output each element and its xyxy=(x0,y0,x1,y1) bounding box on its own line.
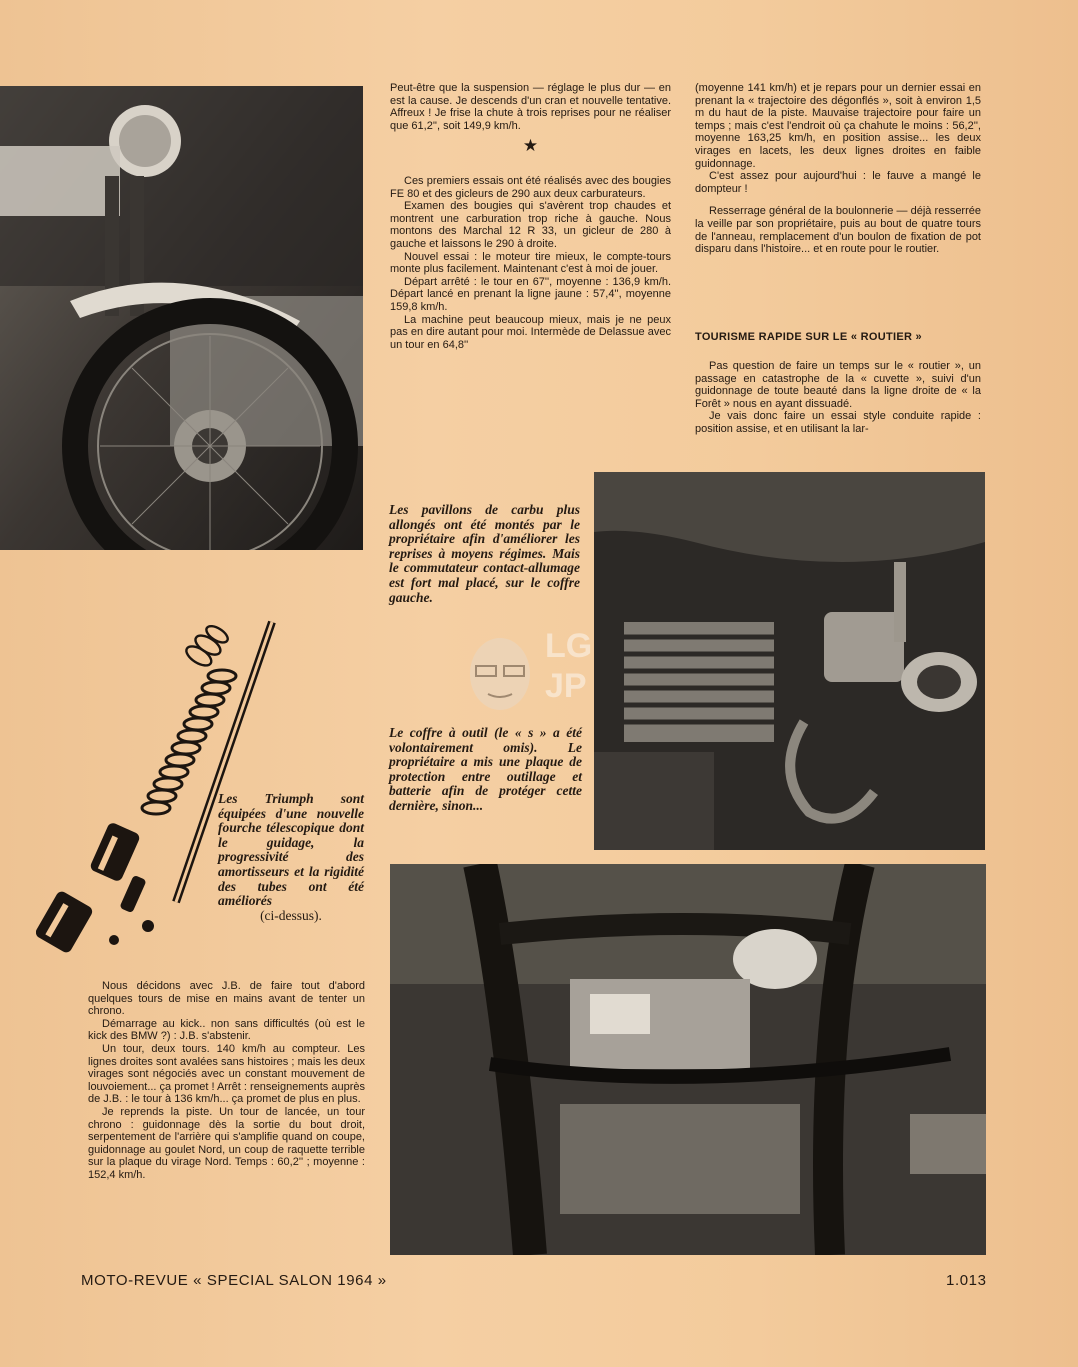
caption-toolbox: Le coffre à outil (le « s » a été volontairement omis). Le propriétaire a mis une plaque de protection entre outillage et batterie afin de protéger cette dernière, sinon... xyxy=(389,725,582,813)
paragraph: Ces premiers essais ont été réalisés avec des bougies FE 80 et des gicleurs de 290 aux deux carburateurs. xyxy=(390,174,671,200)
star-divider: ★ xyxy=(522,136,539,156)
paragraph: Départ arrêté : le tour en 67'', moyenne : 136,9 km/h. Départ lancé en prenant la ligne jaune : 57,4'', moyenne 159,8 km/h. xyxy=(390,275,671,313)
footer-page-number: 1.013 xyxy=(946,1272,987,1289)
photo-engine-carburetor xyxy=(594,472,985,850)
paragraph: Peut-être que la suspension — réglage le plus dur — en est la cause. Je descends d'un cran et nouvelle tentative. Affreux ! Je frise la chute à trois reprises pour ne réaliser que 61,2'', soit 149,9 km/h. xyxy=(390,82,671,132)
paragraph: Je reprends la piste. Un tour de lancée, un tour chrono : guidonnage dès la sortie du bout droit, serpentement de l'arrière qui s'amplifie quand on coupe, guidonnage au goulet Nord, un coup de raquette terrible sur la plaque du virage Nord. Temps : 60,2'' ; moyenne : 152,4 km/h. xyxy=(88,1105,365,1181)
photo-frame-battery xyxy=(390,864,986,1255)
author-portrait xyxy=(452,628,548,714)
section-heading: TOURISME RAPIDE SUR LE « ROUTIER » xyxy=(695,331,922,343)
column-top-middle xyxy=(390,82,671,351)
paragraph: La machine peut beaucoup mieux, mais je ne peux pas en dire autant pour moi. Intermède de Delassue avec un tour en 64,8'' xyxy=(390,313,671,351)
paragraph: Je vais donc faire un essai style conduite rapide : position assise, et en utilisant la lar- xyxy=(695,410,981,435)
paragraph: Démarrage au kick.. non sans difficultés (où est le kick des BMW ?) : J.B. s'abstenir. xyxy=(88,1017,365,1043)
column-top-right xyxy=(695,82,981,256)
column-bottom-left xyxy=(88,980,365,1182)
paragraph: Resserrage général de la boulonnerie — déjà resserrée la veille par son propriétaire, puis au bout de quatre tours de l'anneau, remplacement d'un boulon de fixation de pot disparu dans l'histoire... et en route pour le routier. xyxy=(695,205,981,256)
caption-fork-text: Les Triumph sont équipées d'une nouvelle fourche télescopique dont le guidage, la progressivité des amortisseurs et la rigidité des tubes ont été améliorés xyxy=(218,791,364,909)
paragraph: Nous décidons avec J.B. de faire tout d'abord quelques tours de mise en mains avant de tenter un chrono. xyxy=(88,980,365,1018)
caption-fork-end: (ci-dessus). xyxy=(260,907,322,923)
column-top-right-2 xyxy=(695,360,981,436)
paragraph: Examen des bougies qui s'avèrent trop chaudes et montrent une carburation trop riche à gauche. Nous montons des Marchal 12 R 33, un gicleur de 280 à gauche et laissons le 290 à droite. xyxy=(390,200,671,250)
photo-motorcycle-front xyxy=(0,86,363,550)
paragraph: (moyenne 141 km/h) et je repars pour un dernier essai en prenant la « trajectoire des dégonflés », soit à environ 1,5 m du haut de la piste. Mauvaise trajectoire pour faire un temps ; mais c'est l'endroit où ça chahute le moins : 56,2'', moyenne 163,25 km/h, en position assise... les deux virages en lacets, les deux lignes droites en faible guidonnage. xyxy=(695,82,981,170)
paragraph: C'est assez pour aujourd'hui : le fauve a mangé le dompteur ! xyxy=(695,170,981,195)
paragraph: Pas question de faire un temps sur le « routier », un passage en catastrophe de la « cuvette », suivi d'un guidonnage de toute beauté dans la ligne droite de « la Forêt » nous en ayant dissuadé. xyxy=(695,360,981,410)
footer-publication: MOTO-REVUE « SPECIAL SALON 1964 » xyxy=(81,1272,387,1289)
paragraph: Un tour, deux tours. 140 km/h au compteur. Les lignes droites sont avalées sans histoires ; mais les deux virages sont négociés avec un constant mouvement de louvoiement... ça promet ! Arrêt : renseignements auprès de J.B. : le tour à 136 km/h... ça promet de plus en plus. xyxy=(88,1042,365,1106)
watermark: LG JP xyxy=(545,627,593,705)
paragraph: Nouvel essai : le moteur tire mieux, le compte-tours monte plus facilement. Maintenant c'est à moi de jouer. xyxy=(390,250,671,276)
caption-fork xyxy=(218,792,364,923)
caption-carburetor: Les pavillons de carbu plus allongés ont été montés par le propriétaire afin d'améliorer les reprises à moyens régimes. Mais le commutateur contact-allumage est fort mal placé, sur le coffre gauche. xyxy=(389,502,580,605)
